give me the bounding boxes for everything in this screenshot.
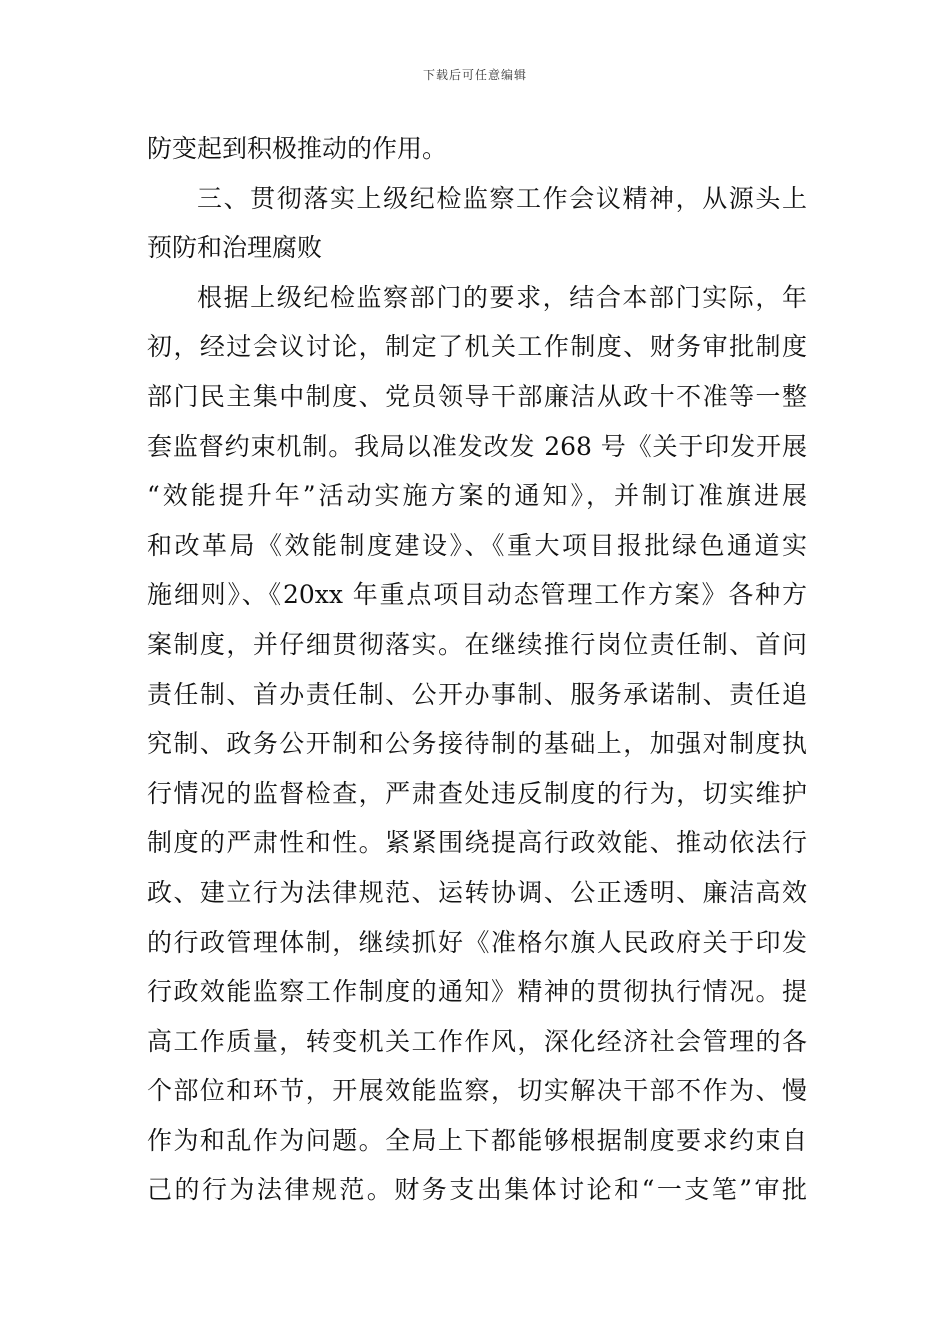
text-line: 施细则》、《20xx 年重点项目动态管理工作方案》各种方 (147, 580, 807, 610)
text-line: 个部位和环节，开展效能监察，切实解决干部不作为、慢 (147, 1076, 807, 1106)
text-line: 行政效能监察工作制度的通知》精神的贯彻执行情况。提 (147, 977, 807, 1007)
text-line: 初，经过会议讨论，制定了机关工作制度、财务审批制度 (147, 332, 807, 362)
text-line: 的行政管理体制，继续抓好《准格尔旗人民政府关于印发 (147, 927, 807, 957)
page-header: 下载后可任意编辑 (422, 68, 527, 82)
text-line: 行情况的监督检查，严肃查处违反制度的行为，切实维护 (147, 778, 807, 808)
text-line: 根据上级纪检监察部门的要求，结合本部门实际，年 (197, 282, 807, 312)
text-line: 作为和乱作为问题。全局上下都能够根据制度要求约束自 (147, 1125, 807, 1155)
text-line: “效能提升年”活动实施方案的通知》，并制订准旗进展 (147, 481, 807, 511)
text-line: 三、贯彻落实上级纪检监察工作会议精神，从源头上 (197, 183, 807, 213)
document-body (147, 124, 807, 1215)
text-line: 和改革局《效能制度建设》、《重大项目报批绿色通道实 (147, 530, 807, 560)
text-line: 政、建立行为法律规范、运转协调、公正透明、廉洁高效 (147, 877, 807, 907)
text-line: 防变起到积极推动的作用。 (147, 134, 448, 163)
text-line: 部门民主集中制度、党员领导干部廉洁从政十不准等一整 (147, 381, 807, 411)
text-line: 高工作质量，转变机关工作作风，深化经济社会管理的各 (147, 1026, 807, 1056)
text-line: 案制度，并仔细贯彻落实。在继续推行岗位责任制、首问 (147, 629, 807, 659)
text-line: 己的行为法律规范。财务支出集体讨论和“一支笔”审批 (147, 1175, 807, 1205)
text-line: 套监督约束机制。我局以准发改发 268 号《关于印发开展 (147, 431, 807, 461)
text-line: 制度的严肃性和性。紧紧围绕提高行政效能、推动依法行 (147, 828, 807, 858)
text-line: 责任制、首办责任制、公开办事制、服务承诺制、责任追 (147, 679, 807, 709)
text-line: 究制、政务公开制和公务接待制的基础上，加强对制度执 (147, 729, 807, 759)
text-line: 预防和治理腐败 (147, 233, 323, 263)
